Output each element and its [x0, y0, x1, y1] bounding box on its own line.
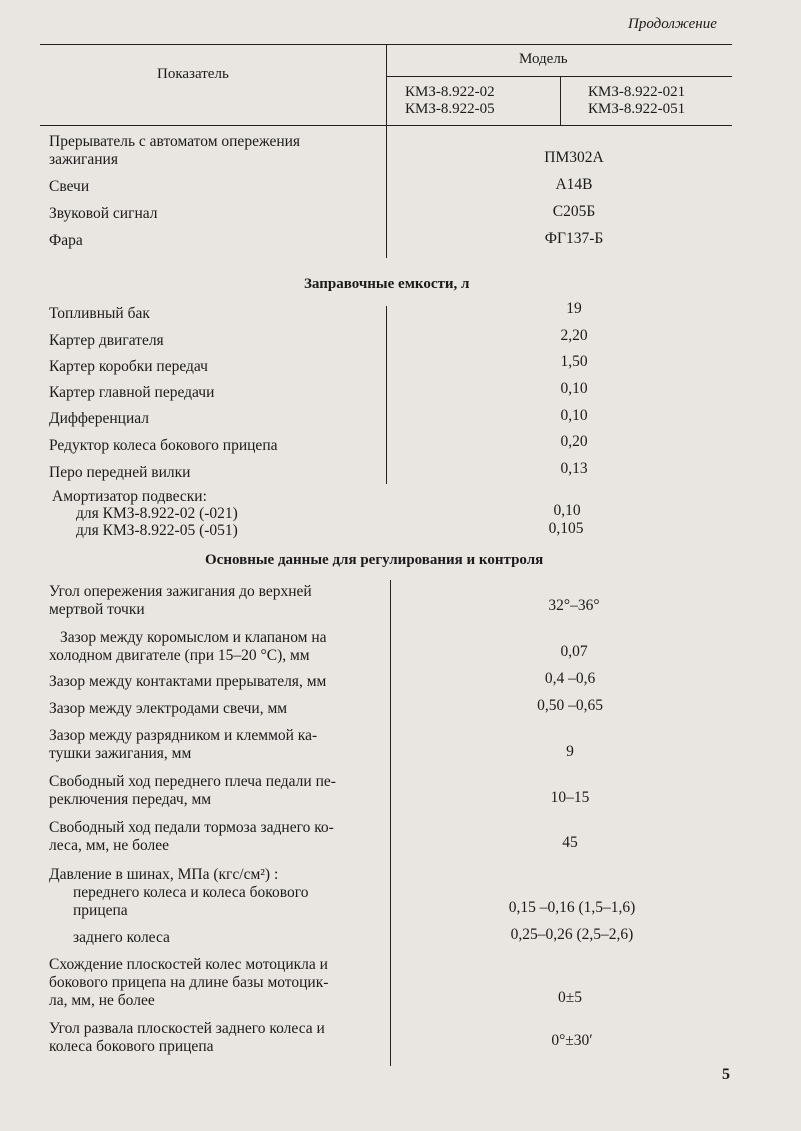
row-value: 0,20	[560, 433, 588, 450]
row-label: Угол развала плоскостей заднего колеса и	[49, 1020, 325, 1037]
row-label: Свободный ход переднего плеча педали пе-	[49, 773, 336, 790]
page-number: 5	[722, 1066, 730, 1083]
model-b-line2: КМЗ-8.922-051	[588, 101, 686, 117]
section-title-capacities: Заправочные емкости, л	[304, 276, 470, 292]
model-header-rule	[386, 76, 732, 77]
row-value: А14В	[555, 176, 593, 193]
body-column-divider-3	[390, 580, 391, 1066]
header-column-divider	[386, 44, 387, 125]
body-column-divider-1	[386, 125, 387, 258]
row-label: Зазор между разрядником и клеммой ка-	[49, 727, 318, 744]
row-label: Схождение плоскостей колес мотоцикла и	[49, 956, 328, 973]
row-value: С205Б	[552, 203, 596, 220]
parameter-column-header: Показатель	[157, 66, 229, 82]
row-value: 0,07	[560, 643, 588, 660]
continued-caption: Продолжение	[628, 16, 717, 32]
row-label: реключения передач, мм	[49, 791, 212, 808]
row-value: 0,15 –0,16 (1,5–1,6)	[508, 899, 636, 916]
row-label: Зазор между контактами прерывателя, мм	[49, 673, 327, 690]
row-sublabel: заднего колеса	[73, 929, 170, 946]
row-label: Перо передней вилки	[49, 464, 191, 481]
row-value: 45	[562, 834, 578, 851]
row-sublabel: для КМЗ-8.922-02 (-021)	[76, 505, 238, 522]
row-label: Свечи	[49, 178, 90, 195]
row-label: Свободный ход педали тормоза заднего ко-	[49, 819, 334, 836]
row-label: Картер двигателя	[49, 332, 164, 349]
row-value: 0,4 –0,6	[544, 670, 596, 687]
row-sublabel: переднего колеса и колеса бокового	[73, 884, 309, 901]
row-value: 0,50 –0,65	[537, 697, 603, 714]
row-value: 1,50	[560, 353, 588, 370]
row-value: 0°±30′	[551, 1032, 593, 1049]
row-label: бокового прицепа на длине базы мотоцик-	[49, 974, 329, 991]
row-value: 9	[566, 743, 574, 760]
row-label: Редуктор колеса бокового прицепа	[49, 437, 278, 454]
row-label: Зазор между коромыслом и клапаном на	[60, 629, 327, 646]
model-a-line1: КМЗ-8.922-02	[405, 84, 495, 100]
body-column-divider-2	[386, 306, 387, 484]
row-value: 0,25–0,26 (2,5–2,6)	[510, 926, 634, 943]
row-value: 0,10	[553, 502, 581, 519]
row-value: ФГ137-Б	[544, 230, 604, 247]
model-a-line2: КМЗ-8.922-05	[405, 101, 495, 117]
row-label: зажигания	[49, 151, 118, 168]
model-column-divider	[560, 76, 561, 125]
row-label: колеса бокового прицепа	[49, 1038, 214, 1055]
row-label: Амортизатор подвески:	[52, 488, 207, 505]
row-label: Дифференциал	[49, 410, 150, 427]
row-label: Прерыватель с автоматом опережения	[49, 133, 301, 150]
row-label: Давление в шинах, МПа (кгс/см²) :	[49, 866, 279, 883]
row-value: 0,13	[560, 460, 588, 477]
row-label: Топливный бак	[49, 305, 150, 322]
row-value: 19	[566, 300, 582, 317]
row-value: 32°–36°	[548, 597, 600, 614]
row-value: 0,10	[560, 380, 588, 397]
model-column-header: Модель	[519, 51, 568, 67]
row-value: 0±5	[557, 989, 582, 1006]
row-value: 0,105	[548, 520, 584, 537]
row-label: Зазор между электродами свечи, мм	[49, 700, 288, 717]
row-label: Звуковой сигнал	[49, 205, 158, 222]
model-b-line1: КМЗ-8.922-021	[588, 84, 686, 100]
row-value: 2,20	[560, 327, 588, 344]
row-label: мертвой точки	[49, 601, 145, 618]
row-label: Картер главной передачи	[49, 384, 215, 401]
row-label: ла, мм, не более	[49, 992, 155, 1009]
row-value: 10–15	[550, 789, 590, 806]
section-title-adjustment: Основные данные для регулирования и контроля	[205, 552, 544, 568]
row-label: холодном двигателе (при 15–20 °С), мм	[49, 647, 310, 664]
row-sublabel: для КМЗ-8.922-05 (-051)	[76, 522, 238, 539]
row-value: ПМ302А	[544, 149, 604, 166]
row-label: Фара	[49, 232, 83, 249]
row-label: Картер коробки передач	[49, 358, 208, 375]
row-sublabel: прицепа	[73, 902, 128, 919]
row-value: 0,10	[560, 407, 588, 424]
row-label: тушки зажигания, мм	[49, 745, 192, 762]
row-label: Угол опережения зажигания до верхней	[49, 583, 312, 600]
row-label: леса, мм, не более	[49, 837, 170, 854]
